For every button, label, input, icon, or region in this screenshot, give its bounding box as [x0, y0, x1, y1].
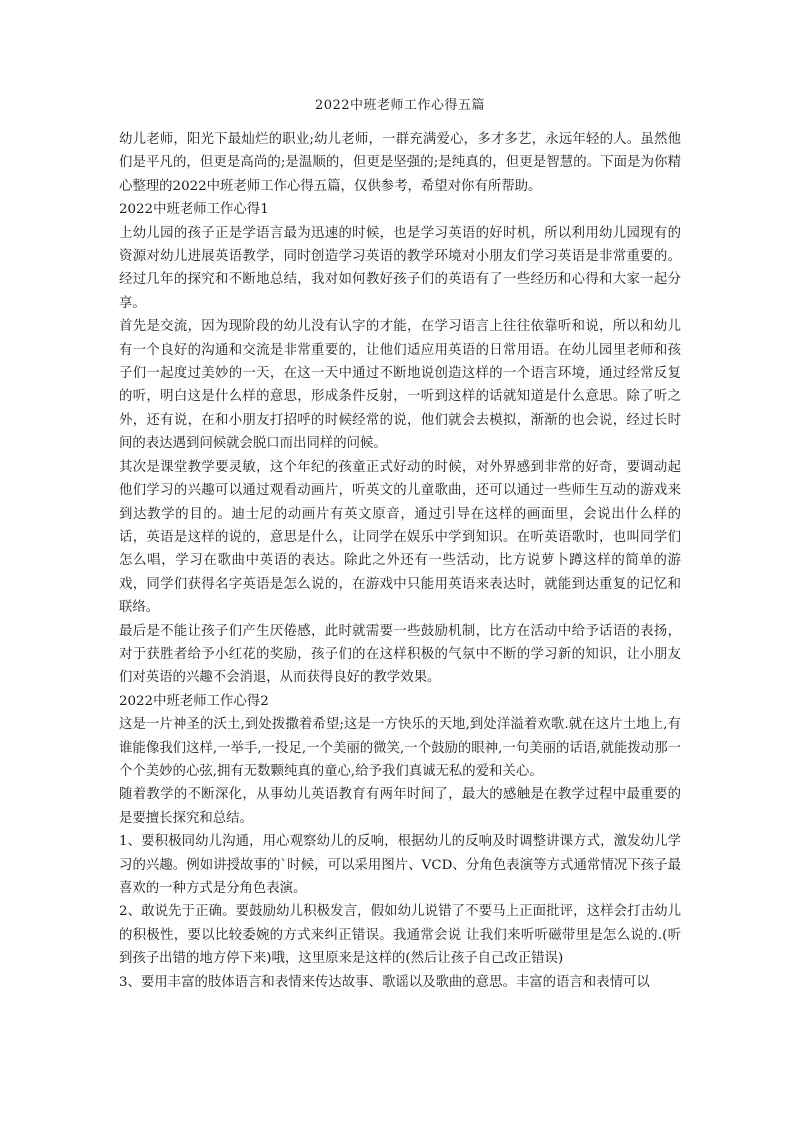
section-1-heading: 2022中班老师工作心得1 [119, 202, 269, 218]
section-1-paragraph-2: 首先是交流，因为现阶段的幼儿没有认字的才能，在学习语言上往往依靠听和说，所以和幼儿有一个良好的沟通和交流是非常重要的，让他们适应用英语的日常用语。在幼儿园里老师和孩子们一起度过美妙的一天，在这一天中通过不断地说创造这样的一个语言环境，通过经常反复的听，明白这是什么样的意思，形成条件反射，一听到这样的话就知道是什么意思。除了听之外，还有说，在和小朋友打招呼的时候经常的说，他们就会去模拟，渐渐的也会说，经过长时间的表达遇到问候就会脱口而出同样的问候。 [119, 319, 681, 452]
section-2-paragraph-1: 这是一片神圣的沃土,到处拨撒着希望;这是一方快乐的天地,到处洋溢着欢歌.就在这片土地上,有谁能像我们这样,一举手,一投足,一个美丽的微笑,一个鼓励的眼神,一句美丽的话语,就能拨动那一个个美妙的心弦,拥有无数颗纯真的童心,给予我们真诚无私的爱和关心。 [119, 717, 681, 779]
section-1-paragraph-3: 其次是课堂教学要灵敏，这个年纪的孩童正式好动的时候，对外界感到非常的好奇，要调动起他们学习的兴趣可以通过观看动画片，听英文的儿童歌曲，还可以通过一些师生互动的游戏来到达教学的目的。迪士尼的动画片有英文原音，通过引导在这样的画面里，会说出什么样的话，英语是这样的说的，意思是什么，让同学在娱乐中学到知识。在听英语歌时，也叫同学们怎么唱，学习在歌曲中英语的表达。除此之外还有一些活动，比方说萝卜蹲这样的简单的游戏，同学们获得名字英语是怎么说的，在游戏中只能用英语来表达时，就能到达重复的记忆和联络。 [119, 459, 681, 616]
section-2-item-2: 2、敢说先于正确。要鼓励幼儿积极发言，假如幼儿说错了不要马上正面批评，这样会打击幼儿的积极性，要以比较委婉的方式来纠正错误。我通常会说 让我们来听听磁带里是怎么说的.(听到孩子出错的地方停下来)哦，这里原来是这样的(然后让孩子自己改正错误) [119, 904, 681, 967]
document-title: 2022中班老师工作心得五篇 [314, 98, 486, 113]
section-2-paragraph-2: 随着教学的不断深化，从事幼儿英语教育有两年时间了，最大的感触是在教学过程中最重要的是要擅长探究和总结。 [119, 787, 681, 826]
document-page [119, 96, 681, 994]
section-2-heading: 2022中班老师工作心得2 [119, 693, 269, 709]
section-1-paragraph-1: 上幼儿园的孩子正是学语言最为迅速的时候，也是学习英语的好时机，所以利用幼儿园现有的资源对幼儿进展英语教学，同时创造学习英语的教学环境对小朋友们学习英语是非常重要的。经过几年的探究和不断地总结，我对如何教好孩子们的英语有了一些经历和心得和大家一起分享。 [119, 225, 681, 311]
section-1-paragraph-4: 最后是不能让孩子们产生厌倦感，此时就需要一些鼓励机制，比方在活动中给予话语的表扬，对于获胜者给予小红花的奖励，孩子们的在这样积极的气氛中不断的学习新的知识，让小朋友们对英语的兴趣不会消退，从而获得良好的教学效果。 [119, 623, 681, 686]
intro-paragraph: 幼儿老师，阳光下最灿烂的职业;幼儿老师，一群充满爱心，多才多艺，永远年轻的人。虽然他们是平凡的，但更是高尚的;是温顺的，但更是坚强的;是纯真的，但更是智慧的。下面是为你精心整理的2022中班老师工作心得五篇，仅供参考，希望对你有所帮助。 [119, 132, 681, 194]
section-2-item-1: 1、要积极同幼儿沟通，用心观察幼儿的反响，根据幼儿的反响及时调整讲课方式，激发幼儿学习的兴趣。例如讲授故事的`时候，可以采用图片、VCD、分角色表演等方式通常情况下孩子最喜欢的一种方式是分角色表演。 [119, 834, 681, 896]
section-2-item-3: 3、要用丰富的肢体语言和表情来传达故事、歌谣以及歌曲的意思。丰富的语言和表情可以 [119, 974, 650, 990]
